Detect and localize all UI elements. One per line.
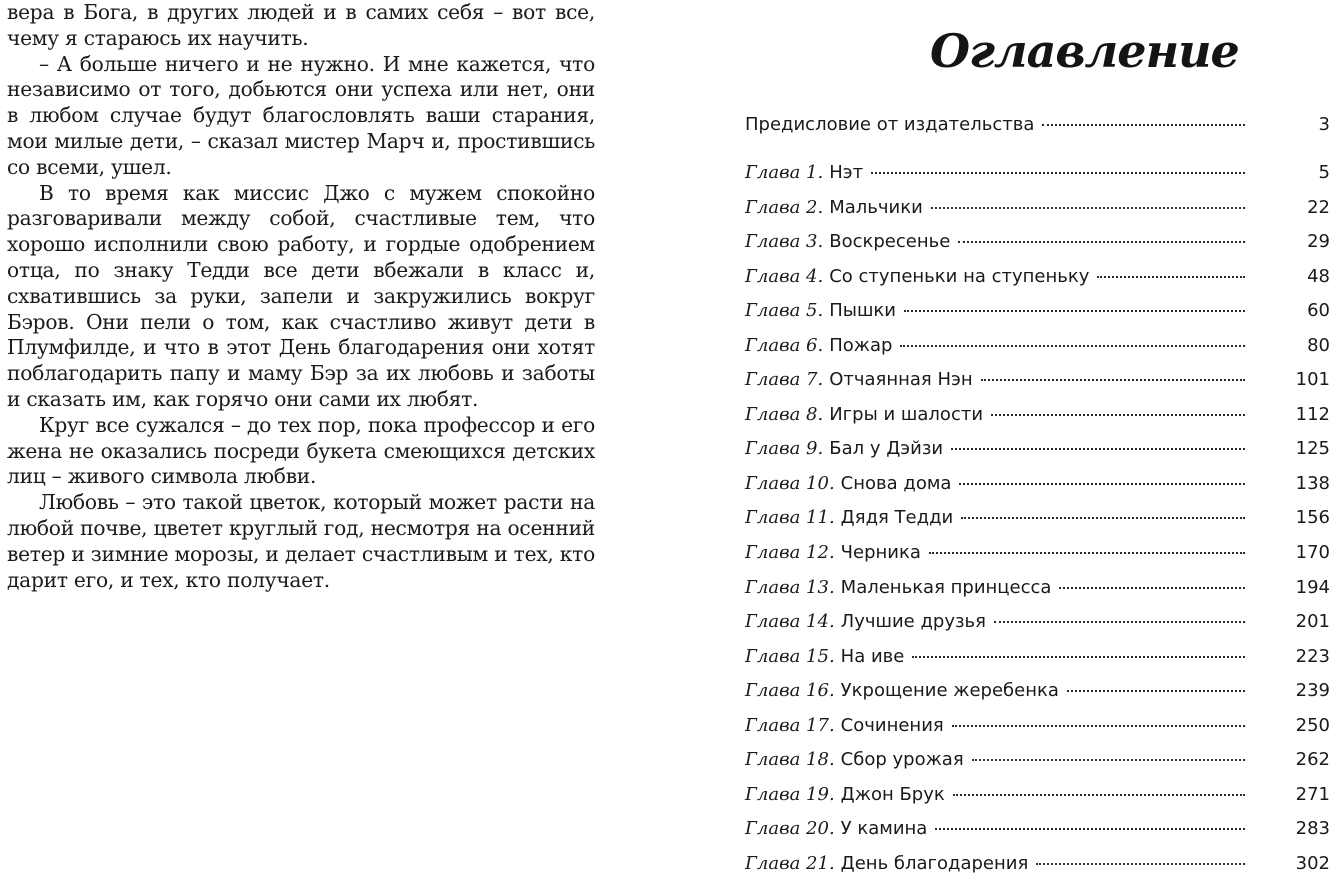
- toc-entry-title: Сбор урожая: [840, 749, 964, 771]
- paragraph: вера в Бога, в других людей и в самих себя – вот все, чему я стараюсь их научить.: [7, 0, 595, 50]
- toc-entry-chapter[interactable]: [745, 611, 1330, 646]
- toc-page-number: 125: [1295, 438, 1330, 460]
- dot-leader: [1042, 123, 1245, 126]
- toc-chapter-label: Глава 12.: [745, 542, 835, 564]
- dot-leader: [935, 827, 1245, 830]
- toc-entry-chapter[interactable]: [745, 438, 1330, 473]
- toc-entry-chapter[interactable]: [745, 369, 1330, 404]
- toc-page-number: 223: [1295, 645, 1330, 667]
- toc-entry-chapter[interactable]: [745, 853, 1330, 887]
- toc-chapter-label: Глава 18.: [745, 749, 835, 771]
- dot-leader: [981, 378, 1245, 381]
- toc-entry-chapter[interactable]: [745, 646, 1330, 681]
- dot-leader: [953, 793, 1245, 796]
- paragraph: В то время как миссис Джо с мужем спокойно разговаривали между собой, счастливые тем, что хорошо исполнили свою работу, и гордые одобрением отца, по знаку Тедди все дети вбежали в класс и, схватившись за руки, запели и закружились вокруг Бэров. Они пели о том, как счастливо живут дети в Плумфилде, и что в этот День благодарения они хотят поблагодарить папу и маму Бэр за их любовь и заботы и сказать им, как горячо они сами их любят.: [7, 180, 595, 411]
- toc-page-number: 239: [1295, 680, 1330, 702]
- toc-chapter-label: Глава 13.: [745, 576, 835, 598]
- toc-chapter-label: Глава 3.: [745, 231, 824, 253]
- paragraph: Любовь – это такой цветок, который может расти на любой почве, цветет круглый год, несмотря на осенний ветер и зимние морозы, и делает счастливым и тех, кто дарит его, и тех, кто получает.: [7, 490, 595, 592]
- toc-chapter-label: Глава 14.: [745, 611, 835, 633]
- dot-leader: [1036, 862, 1245, 865]
- dot-leader: [904, 309, 1245, 312]
- toc-page-number: 3: [1318, 114, 1330, 135]
- toc-page-number: 194: [1295, 576, 1330, 598]
- paragraph: Круг все сужался – до тех пор, пока профессор и его жена не оказались посреди букета смеющихся детских лиц – живого символа любви.: [7, 412, 595, 489]
- toc-chapter-label: Глава 2.: [745, 196, 824, 218]
- dot-leader: [1067, 689, 1245, 692]
- toc-entry-chapter[interactable]: [745, 507, 1330, 542]
- toc-page-number: 250: [1295, 714, 1330, 736]
- toc-entry-title: Нэт: [829, 162, 864, 183]
- toc-entry-chapter[interactable]: [745, 542, 1330, 577]
- dot-leader: [991, 413, 1245, 416]
- toc-page-number: 60: [1307, 300, 1330, 322]
- dot-leader: [929, 551, 1245, 554]
- dot-leader: [958, 240, 1245, 243]
- dot-leader: [959, 482, 1245, 485]
- dot-leader: [994, 620, 1245, 623]
- toc-entry-title: Джон Брук: [840, 783, 945, 805]
- toc-entry-title: Сочинения: [840, 714, 944, 736]
- toc-page-number: 271: [1295, 783, 1330, 805]
- toc-entry-title: Укрощение жеребенка: [840, 680, 1059, 702]
- dot-leader: [952, 724, 1245, 727]
- toc-entry-chapter[interactable]: [745, 818, 1330, 853]
- toc-entry-title: Пышки: [829, 300, 897, 322]
- toc-page-number: 101: [1295, 369, 1330, 391]
- toc-page-number: 302: [1295, 852, 1330, 874]
- toc-chapter-label: Глава 4.: [745, 265, 824, 287]
- toc-chapter-label: Глава 10.: [745, 472, 835, 494]
- toc-page-number: 22: [1307, 196, 1330, 218]
- dot-leader: [912, 655, 1245, 658]
- toc-chapter-label: Глава 16.: [745, 680, 835, 702]
- toc-entry-title: День благодарения: [840, 852, 1029, 874]
- dot-leader: [961, 516, 1245, 519]
- toc-entry-title: Отчаянная Нэн: [829, 369, 973, 391]
- toc-entry-chapter[interactable]: [745, 197, 1330, 232]
- dot-leader: [871, 171, 1245, 174]
- toc-entry-title: Маленькая принцесса: [840, 576, 1052, 598]
- paragraph: – А больше ничего и не нужно. И мне кажется, что независимо от того, добьются они успеха или нет, они в любом случае будут благословлять ваши старания, мои милые дети, – сказал мистер Марч и, простившись со всеми, ушел.: [7, 51, 595, 179]
- toc-entry-chapter[interactable]: [745, 715, 1330, 750]
- toc-entry-chapter[interactable]: [745, 266, 1330, 301]
- toc-entry-title: Снова дома: [840, 472, 952, 494]
- toc-entry-title: Предисловие от издательства: [745, 114, 1035, 135]
- toc-entry-chapter[interactable]: [745, 162, 1330, 197]
- dot-leader: [900, 344, 1245, 347]
- left-page-text: [7, 0, 595, 593]
- toc-entry-title: У камина: [840, 818, 928, 840]
- toc-entry-title: Со ступеньки на ступеньку: [829, 265, 1090, 287]
- toc-chapter-label: Глава 11.: [745, 507, 835, 529]
- toc-chapter-label: Глава 6.: [745, 334, 824, 356]
- toc-entry-title: Пожар: [829, 334, 893, 356]
- toc-page-number: 138: [1295, 472, 1330, 494]
- toc-page-number: 262: [1295, 749, 1330, 771]
- toc-entry-chapter[interactable]: [745, 404, 1330, 439]
- toc-entry-chapter[interactable]: [745, 680, 1330, 715]
- toc-chapter-label: Глава 5.: [745, 300, 824, 322]
- toc-entry-chapter[interactable]: [745, 473, 1330, 508]
- toc-entry-intro[interactable]: [745, 114, 1330, 162]
- toc-chapter-label: Глава 7.: [745, 369, 824, 391]
- toc-entry-title: Черника: [840, 542, 921, 564]
- toc-list: [745, 114, 1330, 887]
- toc-entry-chapter[interactable]: [745, 784, 1330, 819]
- toc-chapter-label: Глава 9.: [745, 438, 824, 460]
- toc-entry-title: Игры и шалости: [829, 403, 984, 425]
- dot-leader: [972, 758, 1245, 761]
- toc-page-number: 80: [1307, 334, 1330, 356]
- dot-leader: [1097, 275, 1245, 278]
- toc-page-number: 170: [1295, 542, 1330, 564]
- toc-page-number: 283: [1295, 818, 1330, 840]
- toc-chapter-label: Глава 21.: [745, 852, 835, 874]
- toc-chapter-label: Глава 1.: [745, 162, 824, 183]
- toc-page-number: 5: [1318, 162, 1330, 183]
- toc-page-number: 201: [1295, 611, 1330, 633]
- toc-chapter-label: Глава 19.: [745, 783, 835, 805]
- toc-chapter-label: Глава 8.: [745, 403, 824, 425]
- toc-entry-chapter[interactable]: [745, 231, 1330, 266]
- toc-page-number: 156: [1295, 507, 1330, 529]
- toc-page-number: 29: [1307, 231, 1330, 253]
- toc-chapter-label: Глава 15.: [745, 645, 835, 667]
- toc-entry-chapter[interactable]: [745, 577, 1330, 612]
- toc-entry-title: Дядя Тедди: [840, 507, 954, 529]
- toc-title: Оглавление: [930, 24, 1239, 78]
- toc-chapter-label: Глава 20.: [745, 818, 835, 840]
- toc-entry-chapter[interactable]: [745, 749, 1330, 784]
- toc-entry-title: На иве: [840, 645, 905, 667]
- toc-entry-chapter[interactable]: [745, 335, 1330, 370]
- toc-entry-title: Бал у Дэйзи: [829, 438, 944, 460]
- toc-entry-chapter[interactable]: [745, 300, 1330, 335]
- dot-leader: [931, 206, 1245, 209]
- toc-page-number: 48: [1307, 265, 1330, 287]
- toc-entry-title: Мальчики: [829, 196, 923, 218]
- toc-entry-title: Лучшие друзья: [840, 611, 986, 633]
- toc-page-number: 112: [1295, 403, 1330, 425]
- toc-entry-title: Воскресенье: [829, 231, 951, 253]
- toc-chapter-label: Глава 17.: [745, 714, 835, 736]
- dot-leader: [1059, 586, 1245, 589]
- dot-leader: [951, 447, 1245, 450]
